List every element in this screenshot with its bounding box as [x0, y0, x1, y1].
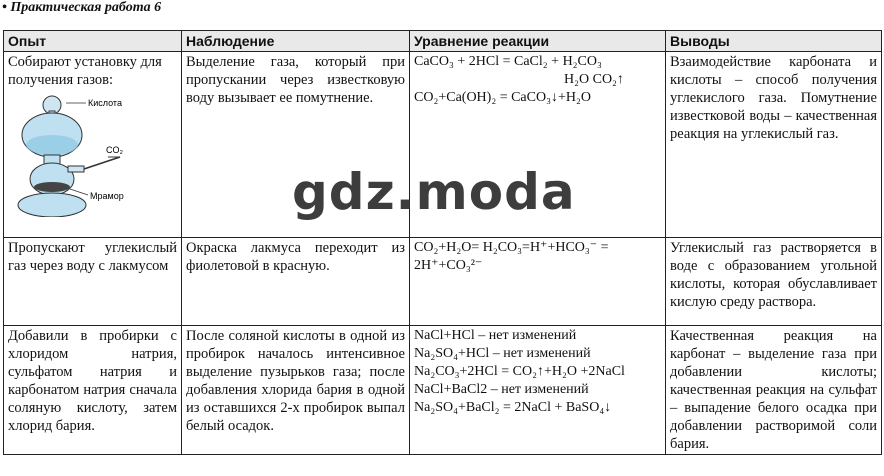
- watermark: gdz.moda: [292, 163, 576, 221]
- equation-cell: [410, 326, 666, 455]
- header-observation: Наблюдение: [182, 31, 410, 52]
- equation-line: NaCl+BaCl2 – нет изменений: [414, 382, 589, 397]
- page-title: • Практическая работа 6: [2, 0, 162, 15]
- conclusion-cell: Взаимодействие карбоната и кислоты – способ получения углекислого газа. Помутнение известковой воды – качественная реакция на углекислый газ.: [666, 52, 882, 238]
- experiment-cell: Добавили в пробирки с хлоридом натрия, сульфатом натрия и карбонатом натрия сначала соляную кислоту, затем хлорид бария.: [4, 326, 182, 455]
- equation-line: Na₂SO₄+HCl – нет изменений: [414, 346, 591, 361]
- label-marble: Мрамор: [90, 191, 124, 201]
- results-table: [3, 30, 882, 455]
- conclusion-cell: Углекислый газ растворяется в воде с образованием угольной кислоты, которая обуславливает кислую среду раствора.: [666, 238, 882, 326]
- equation-line: H₂O CO₂↑: [564, 72, 624, 87]
- header-experiment: Опыт: [4, 31, 182, 52]
- table-header-row: [4, 31, 882, 52]
- equation-line: Na₂SO₄+BaCl₂ = 2NaCl + BaSO₄↓: [414, 400, 612, 415]
- equation-line: CO₂+H₂O= H₂CO₃=H⁺+HCO₃⁻ =: [414, 240, 609, 255]
- equation-line: CO₂+Ca(OH)₂ = CaCO₃↓+H₂O: [414, 90, 591, 105]
- label-co2: CO₂: [106, 145, 123, 155]
- header-equation: Уравнение реакции: [410, 31, 666, 52]
- table-row: [4, 326, 882, 455]
- equation-line: NaCl+HCl – нет изменений: [414, 328, 577, 343]
- conclusion-cell: Качественная реакция на карбонат – выделение газа при добавлении кислоты; качественная реакция на сульфат – выпадение белого осадка при добавлении растворимой соли бария.: [666, 326, 882, 455]
- observation-cell: Выделение газа, который при пропускании через известковую воду вызывает ее помутнение.: [182, 52, 410, 238]
- experiment-text: Собирают установку для получения газов:: [8, 54, 162, 88]
- equation-cell: [410, 238, 666, 326]
- equation-line: 2H⁺+CO₃²⁻: [414, 258, 483, 273]
- gas-apparatus-image: [8, 91, 158, 217]
- header-conclusion: Выводы: [666, 31, 882, 52]
- experiment-cell: Пропускают углекислый газ через воду с лакмусом: [4, 238, 182, 326]
- observation-cell: После соляной кислоты в одной из пробирок началось интенсивное выделение пузырьков газа; после добавления хлорида бария в одной из оставшихся 2-х пробирок выпал белый осадок.: [182, 326, 410, 455]
- observation-cell: Окраска лакмуса переходит из фиолетовой в красную.: [182, 238, 410, 326]
- label-acid: Кислота: [88, 98, 122, 108]
- table-row: [4, 238, 882, 326]
- experiment-cell: [4, 52, 182, 238]
- equation-line: CaCO₃ + 2HCl = CaCl₂ + H₂CO₃: [414, 54, 602, 69]
- equation-line: Na₂CO₃+2HCl = CO₂↑+H₂O +2NaCl: [414, 364, 625, 379]
